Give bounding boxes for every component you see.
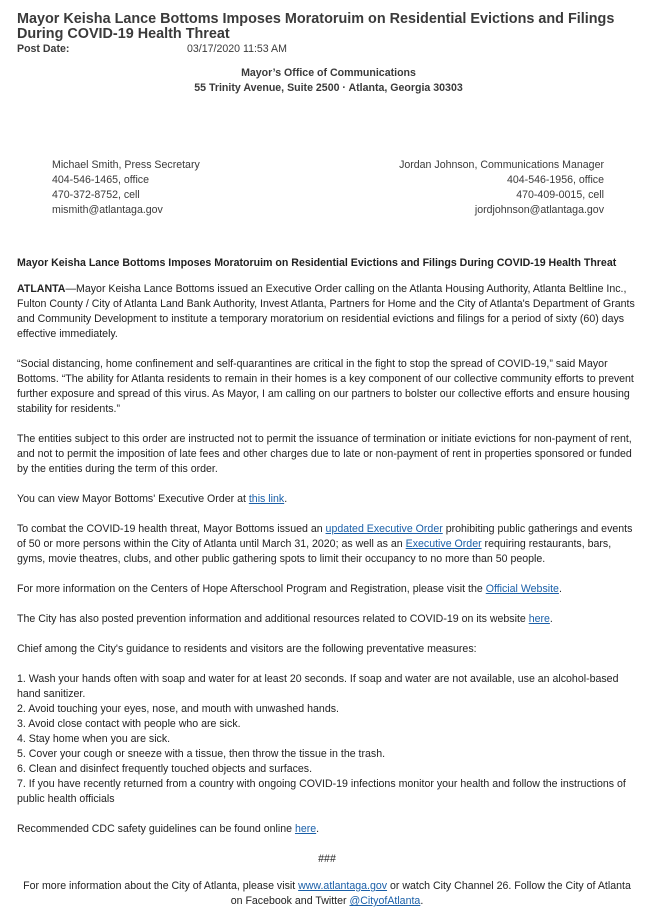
end-mark: ### — [318, 853, 336, 865]
list-item: 3. Avoid close contact with people who are sick. — [17, 718, 241, 730]
contact-office-phone: 404-546-1465, office — [52, 174, 149, 186]
post-date — [17, 42, 417, 57]
official-website-link[interactable]: Official Website — [485, 583, 559, 595]
article-body — [17, 282, 637, 909]
executive-order-occupancy-link[interactable]: Executive Order — [405, 538, 482, 550]
executive-order-link[interactable]: this link — [248, 493, 285, 505]
atlantaga-link[interactable]: www.atlantaga.gov — [298, 880, 388, 892]
paragraph-executive-order: You can view Mayor Bottoms' Executive Order at this link. — [17, 493, 288, 505]
contact-email: mismith@atlantaga.gov — [52, 204, 163, 216]
office-name: Mayor’s Office of Communications — [241, 67, 416, 79]
twitter-handle-link[interactable]: @CityofAtlanta — [349, 895, 421, 907]
contact-cell-phone: 470-409-0015, cell — [516, 189, 604, 201]
paragraph-entities: The entities subject to this order are instructed not to permit the issuance of termination or initiate evictions for non-payment of rent, and not to permit the imposition of late fees and other charges due to late or non-payment of rent in properties sponsored or funded by the entities during the term of this order. — [17, 433, 632, 475]
paragraph-prevention: The City has also posted prevention information and additional resources related to COVID-19 on its website here. — [17, 613, 553, 625]
paragraph-gatherings: To combat the COVID-19 health threat, Mayor Bottoms issued an updated Executive Order prohibiting public gatherings and events of 50 or more persons within the City of Atlanta until March 31, 2020; as well as an Executive Order requiring restaurants, bars, gyms, movie theatres, clubs, and other public gathering spots to limit their occupancy to no more than 50 people. — [17, 523, 633, 565]
list-item: 1. Wash your hands often with soap and water for at least 20 seconds. If soap and water are not available, use an alcohol-based hand sanitizer. — [17, 673, 619, 700]
prevention-info-link[interactable]: here — [528, 613, 550, 625]
list-item: 7. If you have recently returned from a country with ongoing COVID-19 infections monitor your health and follow the instructions of public health officials — [17, 778, 626, 805]
updated-executive-order-link[interactable]: updated Executive Order — [325, 523, 443, 535]
contact-name: Jordan Johnson, Communications Manager — [399, 159, 604, 171]
list-item: 4. Stay home when you are sick. — [17, 733, 171, 745]
list-item: 2. Avoid touching your eyes, nose, and mouth with unwashed hands. — [17, 703, 339, 715]
contact-email: jordjohnson@atlantaga.gov — [474, 204, 604, 216]
post-date-value: 03/17/2020 11:53 AM — [187, 43, 287, 55]
cdc-guidelines-link[interactable]: here — [294, 823, 317, 835]
list-item: 5. Cover your cough or sneeze with a tissue, then throw the tissue in the trash. — [17, 748, 386, 760]
paragraph-cdc: Recommended CDC safety guidelines can be found online here. — [17, 823, 320, 835]
list-item: 6. Clean and disinfect frequently touched objects and surfaces. — [17, 763, 313, 775]
contact-office-phone: 404-546-1956, office — [507, 174, 604, 186]
office-address: 55 Trinity Avenue, Suite 2500 · Atlanta, Georgia 30303 — [194, 82, 463, 94]
contact-right — [344, 158, 604, 218]
paragraph-intro: ATLANTA—Mayor Keisha Lance Bottoms issued an Executive Order calling on the Atlanta Housing Authority, Atlanta Beltline Inc., Fulton County / City of Atlanta Land Bank Authority, Invest Atlanta, Partners for Home and the City of Atlanta's Department of Grants and Community Development to institute a temporary moratorium on residential evictions and filings for a period of sixty (60) days effective immediately. — [17, 283, 635, 340]
post-date-label: Post Date: — [17, 43, 70, 55]
paragraph-centers-of-hope: For more information on the Centers of Hope Afterschool Program and Registration, please visit the Official Website. — [17, 583, 562, 595]
contact-name: Michael Smith, Press Secretary — [52, 159, 200, 171]
paragraph-guidance: Chief among the City's guidance to residents and visitors are the following preventative measures: — [17, 643, 477, 655]
measures-list — [17, 672, 637, 807]
article-headline: Mayor Keisha Lance Bottoms Imposes Moratoruim on Residential Evictions and Filings During COVID-19 Health Threat — [17, 257, 617, 269]
footer-text: For more information about the City of Atlanta, please visit www.atlantaga.gov or watch City Channel 26. Follow the City of Atlanta on Facebook and Twitter @CityofAtlanta. — [23, 880, 631, 907]
office-block — [0, 66, 649, 96]
dateline: ATLANTA — [17, 283, 66, 295]
paragraph-quote: “Social distancing, home confinement and self-quarantines are critical in the fight to stop the spread of COVID-19,” said Mayor Bottoms. “The ability for Atlanta residents to remain in their homes is a key component of our collective community efforts to prevent further exposure and spread of this virus. As Mayor, I am calling on our partners to bolster our collective efforts and ensure housing stability for residents.” — [17, 358, 634, 415]
contact-cell-phone: 470-372-8752, cell — [52, 189, 140, 201]
contact-left — [52, 158, 312, 218]
page-title: Mayor Keisha Lance Bottoms Imposes Moratoruim on Residential Evictions and Filings During COVID-19 Health Threat — [17, 11, 615, 42]
